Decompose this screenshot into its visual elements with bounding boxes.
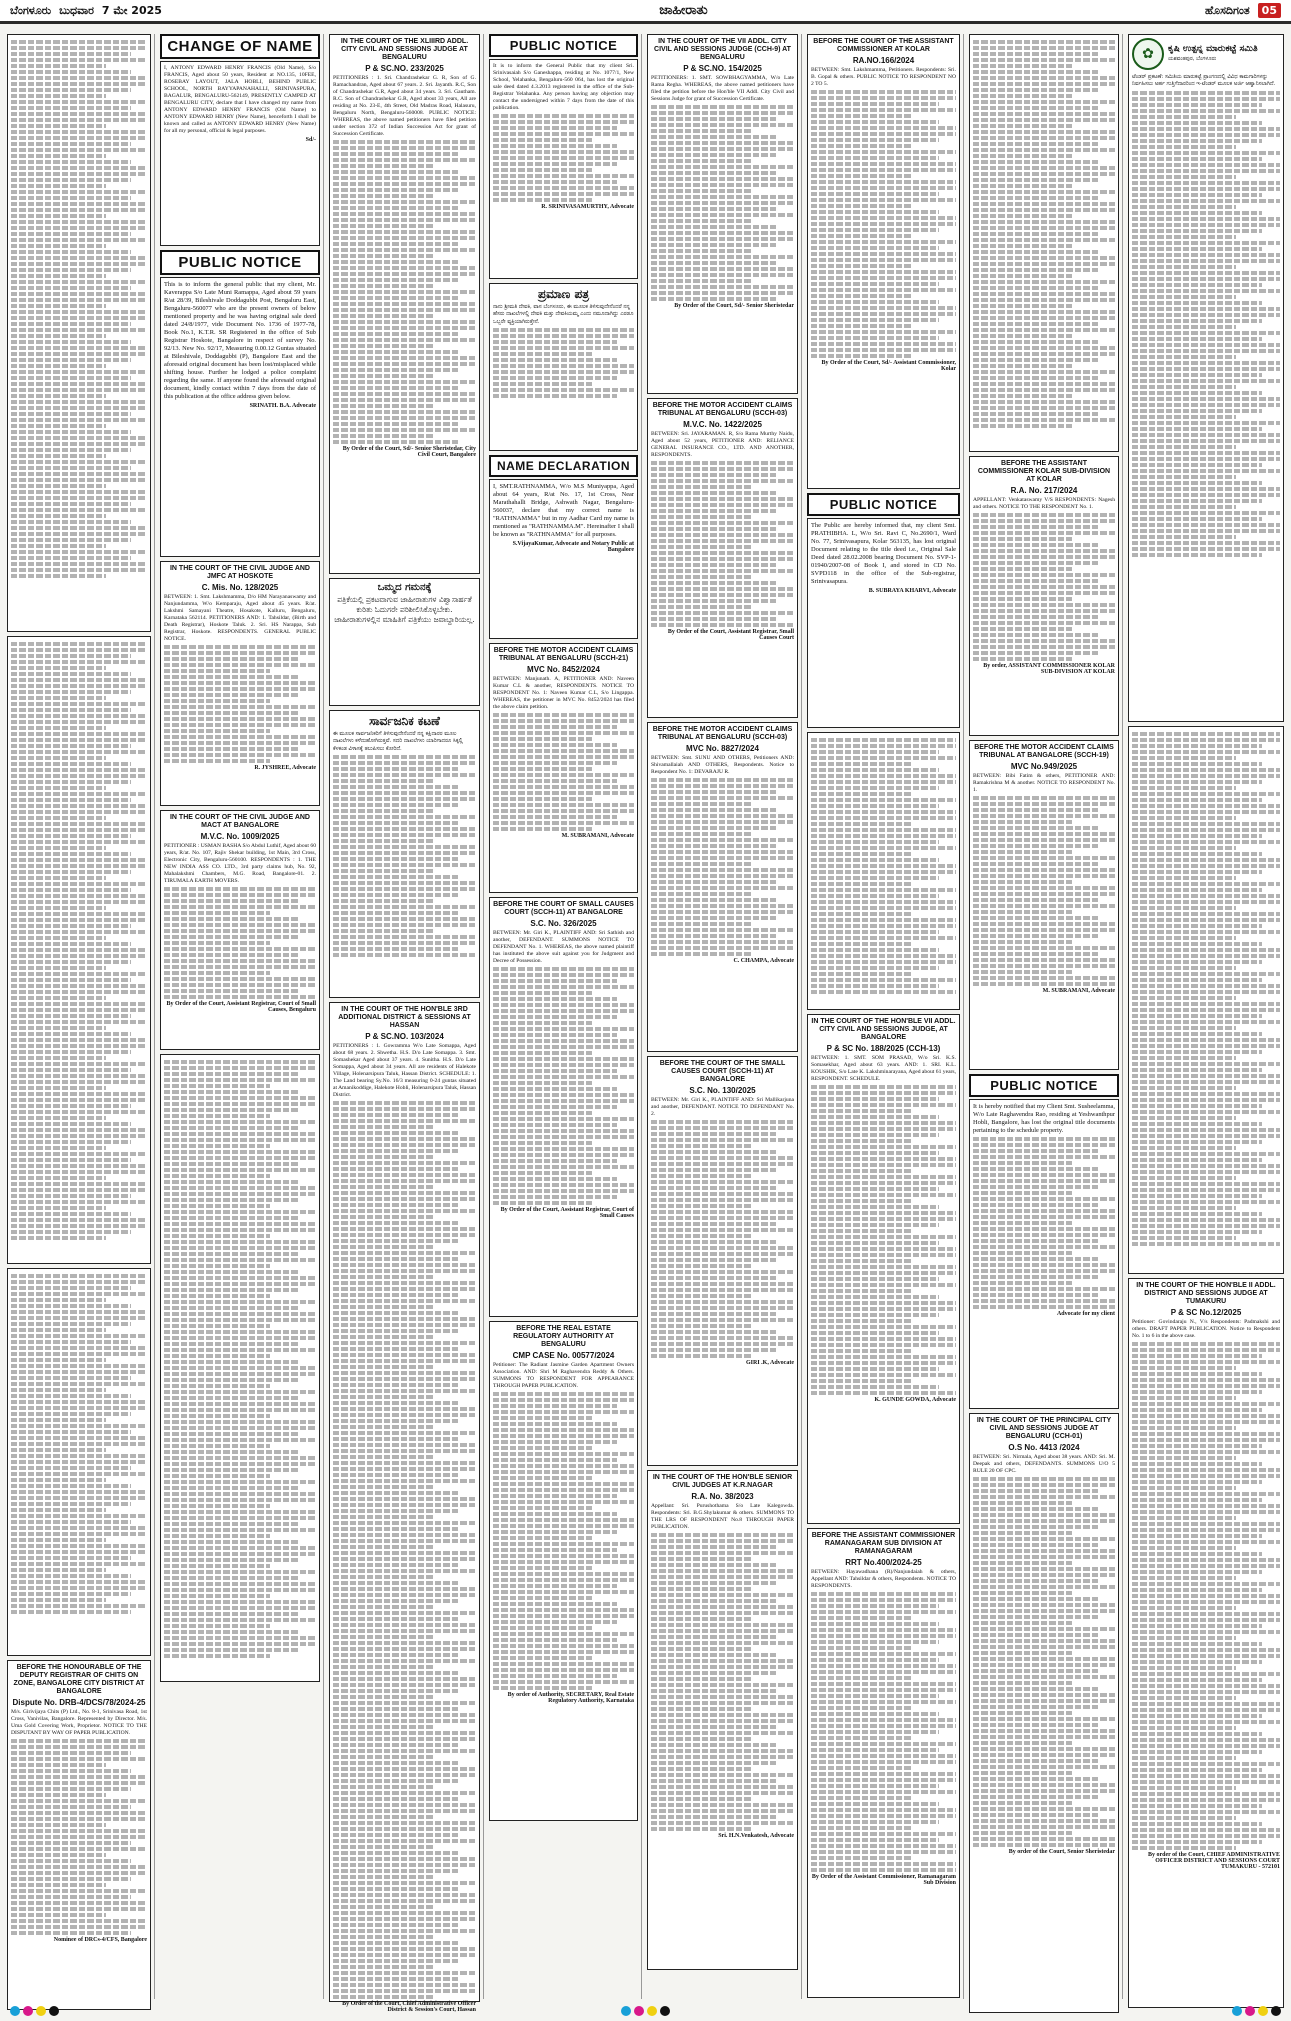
yellow-mark — [1258, 2006, 1268, 2016]
notice-number: P & SC No.12/2025 — [1170, 1308, 1242, 1318]
drc-dispute-notice — [7, 1660, 151, 2010]
notice-number: S.C. No. 130/2025 — [689, 1086, 756, 1096]
notice-title: BEFORE THE MOTOR ACCIDENT CLAIMS TRIBUNAL AT BENGALURU (SCCH-21) — [493, 647, 634, 663]
notice-number: P & SC.NO. 103/2024 — [365, 1032, 444, 1042]
notice-signature: By order of Authority, SECRETARY, Real Estate Regulatory Authority, Karnataka — [507, 1692, 634, 1705]
page-footer — [0, 2001, 1291, 2021]
notice-body: BETWEEN: Smt. SUNU AND OTHERS, Petitioners AND: Shivamallaiah AND OTHERS, Respondents. Notice to Respondent No. 1: DEVARAJU R. — [651, 755, 794, 776]
notice-body: Appellant: Sri. Purushothama S/o Late Kalegowda. Respondents: Sri. B.G.Shylakumar & others. SUMMONS TO THE LRS OF RESPONDENT No.8 THROUGH PAPER PUBLICATION. — [651, 1503, 794, 1531]
mvc-8452-notice — [489, 643, 638, 893]
notice-body: It is to inform the General Public that my client Sri. Srinivasaiah S/o Ganeshappa, residing at No. 1077/1, New School, Yelahanka, Bengaluru-560 064, has lost the original sale deed dated 4.3.2013 registered in the office of the Sub-Registrar Yelahanka. Any person having any objection may contact the undersigned within 7 days from the date of this publication. — [493, 63, 634, 111]
notice-text-lines — [493, 114, 634, 202]
magenta-mark — [634, 2006, 644, 2016]
column-3 — [326, 34, 484, 2014]
notice-title: BEFORE THE ASSISTANT COMMISSIONER RAMANAGARAM SUB DIVISION AT RAMANAGARAM — [811, 1532, 956, 1556]
notice-title: IN THE COURT OF THE PRINCIPAL CITY CIVIL AND SESSIONS JUDGE AT BENGALURU (CCH-01) — [976, 1417, 1112, 1441]
cyan-mark — [1232, 2006, 1242, 2016]
notice-body: I, ANTONY EDWARD HENRY FRANCIS (Old Name), S/o FRANCIS, Aged about 50 years, Resident at NO.135, 10FEE, ROSEBAY LAYOUT, JALA HOBLI, BEHIND PUBLIC SCHOOL, NORTH BAYYAPANAHALLI, SRINIVASPURA, BAGALUR, BENGALURU-562149, PRESENTLY CAMPED AT BENGALURU CITY, declare that I have changed my name from ANTONY EDWARD HENRY FRANCIS (Old Name) to ANTONY EDWARD HENRY (New Name), henceforth I shall be known and called as ANTONY EDWARD HENRY (New Name) for all my personal, official & legal purposes. — [164, 65, 316, 134]
black-mark — [1271, 2006, 1281, 2016]
notice-body: Petitioner: The Radiant Jasmine Garden Apartment Owners Association. AND: Shri M Raghavendra Reddy & Others. SUMMONS TO RESPONDENT FOR APPEARANCE THROUGH PAPER PUBLICATION. — [493, 1362, 634, 1390]
scno-154-notice — [647, 34, 798, 394]
black-mark — [49, 2006, 59, 2016]
public-notice-heading: PUBLIC NOTICE — [489, 34, 638, 57]
kannada-notices-block — [7, 34, 151, 632]
notice-title: BEFORE THE REAL ESTATE REGULATORY AUTHORITY AT BENGALURU — [513, 1325, 614, 1349]
notice-body: PETITIONER : USMAN BASHA S/o Abdul Luthif, Aged about 60 years, R/at. No. 107, Rajiv Shekar building, 1st Main, 3rd Cross, Electronic City, Bengaluru-560100. RESPONDENTS : 1. THE NEW INDIA ASS CO. LTD., 3rd party claims hub, No. 92, Mahalakshmi Chambers, M.G. Road, Bangalore-01. 2. TIRUMALA EARTH MOVERS. — [164, 843, 316, 885]
notice-title: IN THE COURT OF THE HON'BLE VII ADDL. CITY CIVIL AND SESSIONS JUDGE, AT BANGALORE — [811, 1018, 956, 1042]
sarvajanika-notice — [329, 710, 480, 998]
kannada-notice-column-6 — [807, 732, 960, 1010]
krishi-samithi-notice — [1128, 34, 1284, 722]
notice-number: P & SC.NO. 154/2025 — [683, 64, 762, 74]
sc-326-notice — [489, 897, 638, 1317]
cmis-notice — [160, 561, 320, 806]
name-declaration-heading: NAME DECLARATION — [489, 455, 638, 477]
kannada-notice-column-7 — [969, 34, 1119, 452]
header-right — [1205, 3, 1281, 18]
notice-body: Petitioner: Govindaraju N., V/s Respondents: Padmakshi and others. DRAFT PAPER PUBLICATION. Notice to Respondent No. 1 to 6 in the above case. — [1132, 1319, 1280, 1340]
change-of-name-heading: CHANGE OF NAME — [160, 34, 320, 59]
notice-text-lines — [651, 1120, 794, 1358]
notice-title: BEFORE THE MOTOR ACCIDENT CLAIMS TRIBUNAL AT BENGALURU (SCCH-03) — [652, 726, 793, 742]
notice-number: M.V.C. No. 1009/2025 — [200, 832, 280, 842]
notice-title: ಪ್ರಮಾಣ ಪತ್ರ — [537, 287, 590, 301]
notice-title: IN THE COURT OF THE VII ADDL. CITY CIVIL AND SESSIONS JUDGE (CCH-9) AT BENGALURU — [654, 38, 791, 62]
header-city: ಬೆಂಗಳೂರು — [10, 3, 52, 17]
notice-body: PETITIONERS: 1. SMT. SOWBHAGYAMMA, W/o Late Rama Regha. WHEREAS, the above named petitioners have filed the petition before the Hon'ble VII Addl. City Civil and Sessions Judge for grant of Succession Certificate. — [651, 75, 794, 103]
notice-text-lines — [973, 1477, 1115, 1847]
notice-title: ಸಾರ್ವಜನಿಕ ಕಟಣೆ — [369, 714, 440, 728]
kannada-court-notice — [7, 636, 151, 1264]
notice-signature: By order of the Court, CHIEF ADMINISTRATIVE OFFICER DISTRICT AND SESSIONS COURT TUMAKURU - 572101 — [1147, 1852, 1280, 1871]
name-declaration-notice — [489, 479, 638, 639]
notice-signature: By Order of the Court, Assistant Registrar, Court of Small Causes, Bengaluru — [166, 1001, 316, 1013]
notice-title: IN THE COURT OF THE HON'BLE SENIOR CIVIL JUDGES AT K.R.NAGAR — [652, 1474, 793, 1490]
notice-text-lines — [493, 713, 634, 831]
notice-number: RA.NO.166/2024 — [852, 56, 915, 66]
notice-title: BEFORE THE HONOURABLE OF THE DEPUTY REGISTRAR OF CHITS ON ZONE, BANGALORE CITY DISTRICT AT BANGALORE — [13, 1664, 145, 1696]
tumakuru-notice — [1128, 1278, 1284, 2008]
kannada-text-lines — [493, 328, 634, 398]
notice-body: ಈ ಮೂಲಕ ಸಾರ್ವಜನಿಕರಿಗೆ ತಿಳಿಸುವುದೇನೆಂದರೆ ನನ್ನ ಕಕ್ಷಿದಾರರ ಮೂಲ ದಾಖಲೆಗಳು ಕಳೆದುಹೋಗಿರುತ್ತವೆ. ಸದರಿ ದಾಖಲೆಗಳು ಯಾರಿಗಾದರೂ ಸಿಕ್ಕಲ್ಲಿ ಕೆಳಕಂಡ ವಿಳಾಸಕ್ಕೆ ತಲುಪಿಸಲು ಕೋರಿದೆ. — [333, 731, 463, 752]
cyan-mark — [621, 2006, 631, 2016]
page-number: 05 — [1258, 3, 1281, 18]
notice-signature: By order, ASSISTANT COMMISSIONER KOLAR SUB-DIVISION AT KOLAR — [983, 663, 1115, 676]
kannada-text-lines — [811, 738, 956, 994]
registration-marks-right — [1232, 2006, 1281, 2016]
kannada-text-lines — [11, 1274, 147, 1614]
pscno-233-notice — [329, 34, 480, 574]
column-4 — [486, 34, 642, 1999]
yellow-mark — [36, 2006, 46, 2016]
notice-text-lines — [651, 105, 794, 301]
public-notice-lost-sale-deed — [489, 59, 638, 279]
notice-title: BEFORE THE COURT OF SMALL CAUSES COURT (SCCH-11) AT BANGALORE — [493, 901, 634, 917]
notice-signature: Sri. H.N.Venkatesh, Advocate — [718, 1833, 794, 1840]
registration-marks-left — [10, 2006, 59, 2016]
column-8 — [1125, 34, 1287, 1999]
notice-title: BEFORE THE ASSISTANT COMMISSIONER KOLAR SUB-DIVISION AT KOLAR — [977, 460, 1111, 484]
kannada-notice-block-2 — [7, 1268, 151, 1656]
notice-number: O.S No. 4413 /2024 — [1008, 1443, 1080, 1453]
notice-title: BEFORE THE COURT OF THE ASSISTANT COMMISSIONER AT KOLAR — [813, 38, 954, 54]
kr-nagar-notice — [647, 1470, 798, 1970]
ramanagaram-notice — [807, 1528, 960, 1998]
kannada-text-lines — [973, 40, 1115, 428]
cyan-mark — [10, 2006, 20, 2016]
notice-body: ನಾನು ಶ್ರೀಮತಿ ದೇವಕಿ, ವಾಸ ಬೆಂಗಳೂರು, ಈ ಮೂಲಕ ತಿಳಿಸುವುದೇನೆಂದರೆ ನನ್ನ ಹೆಸರು ದಾಖಲೆಗಳಲ್ಲಿ ದೇವಕಿ ಮತ್ತು ದೇವಕಿಯಮ್ಮ ಎಂದು ನಮೂದಾಗಿದ್ದು ಎರಡೂ ಒಬ್ಬರೇ ವ್ಯಕ್ತಿಯಾಗಿರುತ್ತೇನೆ. — [493, 304, 634, 325]
kannada-notice-column-8 — [1128, 726, 1284, 1274]
mvc-949-notice — [969, 740, 1119, 1070]
notice-body: PETITIONERS : 1. Gowramma W/o Late Somappa, Aged about 68 years. 2. Shwetha. H.S. D/o Late Somappa. 3. Smt. Somashekar Aged about 37 years. 4. Sunitha. H.S. D/o Late Somappa, Aged about 34 years. All are residents of Halekote Village, Holenarsipura Taluk, Hassan District. SCHEDULE: 1. The Land bearing Sy.No. 16/3 measuring 0-24 guntas situated at Amanikoddige, Halekote Hobli, Holenarsipura Taluk, Hassan District. — [333, 1043, 476, 1099]
notice-number: M.V.C. No. 1422/2025 — [683, 420, 762, 430]
notice-number: P & SC.NO. 233/2025 — [365, 64, 444, 74]
samithi-logo-icon: ✿ — [1132, 38, 1164, 70]
notice-signature: By Order of the Assistant Commissioner, Ramanagaram Sub Division — [811, 1874, 956, 1887]
notice-signature: GIRI .K, Advocate — [746, 1360, 794, 1367]
public-notice-lost-document — [160, 277, 320, 557]
notice-body: BETWEEN: Smt. Lakshmamma, Petitioners. Respondents: Sri. B. Gopal & others. PUBLIC NOTICE TO RESPONDENT NO 2 TO 5. — [811, 67, 956, 88]
notice-title: BEFORE THE MOTOR ACCIDENT CLAIMS TRIBUNAL AT BANGALORE (SCCH-19) — [974, 744, 1114, 760]
notice-text-lines — [973, 1137, 1115, 1309]
osno-4413-notice — [969, 1413, 1119, 2013]
notice-signature: M. SUBRAMANI, Advocate — [561, 833, 634, 840]
column-2 — [157, 34, 324, 1999]
notice-signature: B. SUBRAYA KHARVI, Advocate — [868, 588, 956, 594]
notice-signature: R. SRINIVASAMURTHY, Advocate — [541, 203, 634, 210]
kannada-text-lines — [1132, 91, 1280, 557]
kannada-text-lines — [333, 755, 476, 957]
notice-body: It is hereby notified that my Client Smt. Susheelamma, W/o Late Raghavendra Rao, residing at Yeshwanthpur Hobli, Bangalore, has lost the original title documents pertaining to the schedule property. — [973, 1103, 1115, 1134]
notice-body: BETWEEN: Mr. Giri K., PLAINTIFF AND: Sri Sathish and another, DEFENDANT. SUMMONS NOTICE TO DEFENDANT No. 1. WHEREAS, the above named plaintiff has instituted the above suit against you for Judgment and Decree of Possession. — [493, 930, 634, 965]
notice-text-lines — [333, 140, 476, 444]
column-6 — [804, 34, 964, 1999]
notice-number: MVC No.949/2025 — [1010, 762, 1078, 772]
notice-title: IN THE COURT OF THE XLIIIRD ADDL. CITY CIVIL AND SESSIONS JUDGE AT BENGALURU — [340, 38, 469, 62]
notice-text-lines — [811, 1592, 956, 1872]
notice-number: S.C. No. 326/2025 — [530, 919, 597, 929]
notice-number: Dispute No. DRB-4/DCS/78/2024-25 — [12, 1698, 146, 1708]
header-day: ಬುಧವಾರ — [59, 3, 94, 17]
notice-text-lines — [973, 513, 1115, 661]
notice-signature: By Order of the Court, Sd/- Senior Sheristedar, City Civil Court, Bangalore — [342, 446, 476, 458]
notice-body: BETWEEN: Hayawadhana (R)/Nanjundaiah & others, Appellant AND: Tahsildar & others, Respondents. NOTICE TO RESPONDENTS. — [811, 1569, 956, 1590]
notice-text-lines — [164, 645, 316, 763]
notice-number: C. Mis. No. 128/2025 — [201, 583, 279, 593]
notice-body: BETWEEN: Sri. Nirmala, Aged about 38 years. AND: Sri. M. Deepak and others, DEFENDANTS. SUMMONS U/O 5 RULE 20 OF CPC. — [973, 1454, 1115, 1475]
notice-text-lines — [493, 967, 634, 1205]
column-7 — [966, 34, 1123, 1999]
notice-text-lines — [164, 887, 316, 999]
notice-body: APPELLANT: Venkataswamy V/S RESPONDENTS: Nagesh and others. NOTICE TO THE RESPONDENT No. 1. — [973, 497, 1115, 511]
notice-signature: By order of the Court, Senior Sheristedar — [1008, 1849, 1115, 1856]
notice-signature: Nominee of DRCs-4/CFS, Bangalore — [53, 1937, 147, 1944]
public-notice-srinivasapura — [807, 518, 960, 728]
header-left — [10, 4, 162, 18]
notice-number: RRT No.400/2024-25 — [845, 1558, 922, 1568]
notice-body: I, SMT.RATHNAMMA, W/o M.S Muniyappa, Aged about 64 years, R/at No. 17, 1st Cross, Near Marathahalli Bridge, Ashwath Nagar, Bengaluru-560037, declare that my correct name is "RATHNAMMA" but in my Aadhar Card my name is mentioned as "RATHNAMMA.M". Hereinafter I shall be known as "RATHNAMMA" for all purposes. — [493, 483, 634, 538]
black-mark — [660, 2006, 670, 2016]
notice-signature: By Order of the Court, Chief Administrative Officer District & Session's Court, Hassan — [342, 2001, 476, 2014]
notice-title: IN THE COURT OF THE CIVIL JUDGE AND JMFC AT HOSKOTE — [169, 565, 310, 581]
notice-signature: K. GUNDE GOWDA, Advocate — [874, 1397, 956, 1404]
notice-signature: SRINATH. B.A. Advocate — [249, 403, 316, 409]
notice-body: BETWEEN: Mr. Giri K., PLAINTIFF AND: Sri Mallikarjuna and another, DEFENDANT. NOTICE TO DEFENDANT No. 2. — [651, 1097, 794, 1118]
column-5 — [644, 34, 802, 1999]
notice-text-lines — [811, 1085, 956, 1395]
notice-body: BETWEEN: 1. SMT. SOM PRASAD, W/o Sri. K.S. Somasekhar, Aged about 63 years. AND: 1. SRI. K.L. KOUSHIK, S/o Late K. Lakshminarayana, Aged about 61 years, RESPONDENT. SCHEDULE. — [811, 1055, 956, 1083]
notice-signature: By Order of the Court, Assistant Registrar, Court of Small Causes — [500, 1207, 634, 1220]
notice-body: This is to inform the general public that my client, Mr. Kaverappa S/o Late Muni Ramappa, Aged about 59 years R/at 28/39, Bileshivale Doddagubbi Post, Bengaluru East, Bengaluru-560077 who are the present owners of below mentioned property and he was having original sale deed dated 24/8/1977, vide Document No. 1736 of 1977-78, Book No.1, K.T.R. SR Registered in the office of Sub Registrar Hoskote, Bangalore in respect of survey No. 92/13. New No. 92/17, Measuring 0.00.12 Guntas situated at Bileshivale, Doddagubbi (P), Bangalore East and the aforesaid original document has been lost/misplaced while shifting house. Further he lodged a police complaint regarding the same. If anyone found the aforesaid original document, kindly contact within 7 days from the date of this publication at the office address given below. — [164, 281, 316, 400]
notice-signature: By Order of the Court, Sd/- Senior Sheristedar — [674, 303, 794, 310]
notice-signature: S.VijayaKumar, Advocate and Notary Public at Bangalore — [512, 541, 634, 553]
kannada-text-lines — [1132, 732, 1280, 1246]
registration-marks-center — [621, 2006, 670, 2016]
notice-body: ಟೆಂಡರ್ ಪ್ರಕಟಣೆ: ಸಮಿತಿಯ ಮಾರುಕಟ್ಟೆ ಪ್ರಾಂಗಣದಲ್ಲಿ ವಿವಿಧ ಕಾಮಗಾರಿಗಳನ್ನು ನಿರ್ವಹಿಸಲು ಅರ್ಹ ಗುತ್ತಿಗೆದಾರರಿಂದ ಇ-ಟೆಂಡರ್ ಮೂಲಕ ಅರ್ಜಿ ಆಹ್ವಾನಿಸಲಾಗಿದೆ. — [1132, 74, 1276, 88]
notice-text-lines — [493, 1392, 634, 1690]
notice-body: BETWEEN: Bibi Fatim & others, PETITIONER AND: Ramakrishna M & another. NOTICE TO RESPONDENT No. 1. — [973, 773, 1115, 794]
kolar-ra-217-notice — [969, 456, 1119, 736]
notice-signature: C. CHAMPA, Advocate — [733, 958, 794, 965]
notice-text-lines — [333, 1101, 476, 1999]
notice-body: BETWEEN: 1. Smt. Lakshmamma, D/o HM Narayanaswamy and Nanjundamma, W/o Kemparaju, Aged about 45 years. R/at. Lakshmi Samayani Theatre, Hosakote, Kalluru, Bengaluru, Karnataka 562114. PETITIONERS AND: 1. Tahsildar, (Birth and Death Registrar), Hoskote Taluk. 2. Sri. HS Narappa, Sub Registrar, Hoskote. RESPONDENTS. GENERAL PUBLIC NOTICE. — [164, 594, 316, 642]
kannada-text-lines — [11, 40, 147, 578]
header-paper: ಹೊಸದಿಗಂತ — [1204, 3, 1250, 17]
public-notice-heading: PUBLIC NOTICE — [160, 250, 320, 275]
notice-body: BETWEEN: Sri. JAYARAMAN. R, S/o Rama Murthy Naidu, Aged about 52 years, PETITIONER AND: RELIANCE GENERAL INSURANCE CO., LTD. AND ANOTHER, RESPONDENTS. — [651, 431, 794, 459]
notice-signature: M. SUBRAMANI, Advocate — [1042, 988, 1115, 995]
notice-number: CMP CASE No. 00577/2024 — [512, 1351, 615, 1361]
header-date: 7 ಮೇ 2025 — [101, 3, 162, 17]
notice-title: IN THE COURT OF THE HON'BLE 3RD ADDITIONAL DISTRICT & SESSIONS AT HASSAN — [338, 1006, 471, 1030]
notice-number: R.A. No. 38/2023 — [691, 1492, 754, 1502]
kolar-commissioner-notice — [807, 34, 960, 489]
notice-title: IN THE COURT OF THE HON'BLE II ADDL. DISTRICT AND SESSIONS JUDGE AT TUMAKURU — [1136, 1282, 1276, 1306]
notice-text-lines — [1132, 1342, 1280, 1850]
notice-number: R.A. No. 217/2024 — [1010, 486, 1078, 496]
notice-signature: By Order of the Court, Assistant Registrar, Small Causes Court — [667, 629, 794, 642]
pscno-103-notice — [329, 1002, 480, 2014]
samithi-subtitle: ಯಶವಂತಪುರ, ಬೆಂಗಳೂರು — [1168, 56, 1217, 63]
public-notice-heading: PUBLIC NOTICE — [969, 1074, 1119, 1097]
magenta-mark — [23, 2006, 33, 2016]
notice-title: IN THE COURT OF THE CIVIL JUDGE AND MACT AT BANGALORE — [169, 814, 310, 830]
public-notice-yeshwanthpur — [969, 1099, 1119, 1409]
notice-signature: By Order of the Court, Sd/- Assistant Commissioner, Kolar — [821, 360, 956, 373]
rera-notice — [489, 1321, 638, 1821]
samithi-title-block — [1168, 44, 1258, 63]
mvc-1422-notice — [647, 398, 798, 718]
notice-text-lines — [651, 1533, 794, 1831]
notice-number: MVC No. 8452/2024 — [527, 665, 600, 675]
header-section: ಜಾಹೀರಾತು — [659, 3, 708, 18]
notice-signature: R. JYSHREE, Advocate — [254, 764, 316, 771]
page-header — [0, 0, 1291, 24]
kannada-text-lines — [11, 642, 147, 1240]
samithi-header — [1132, 38, 1280, 70]
magenta-mark — [1245, 2006, 1255, 2016]
notice-text-lines — [11, 1739, 147, 1935]
omvaru-notice — [329, 578, 480, 706]
samithi-title: ಕೃಷಿ ಉತ್ಪನ್ನ ಮಾರುಕಟ್ಟೆ ಸಮಿತಿ — [1168, 44, 1258, 55]
notice-text-lines — [651, 461, 794, 627]
yellow-mark — [647, 2006, 657, 2016]
kannada-notice-column-2 — [160, 1054, 320, 1682]
notice-body: PETITIONERS : 1. Sri. Chandrashekar G. R, Son of G. Ramachandran, Aged about 67 years. 2. Sri. Jayanth. R.C, Son of Chandrashekar G.R, Aged about 34 years. 3. Sri. Gautham. R.C. Son of Chandrashekar G.R, Aged about 33 years, All are residing at No. 23-E, 4th Street, Old Madras Road, Halasuru, Bengaluru North, Bengaluru-560008. PUBLIC NOTICE: WHEREAS, the above named petitioners have filed petition under section 372 of Indian Succession Act for grant of Succession Certificate. — [333, 75, 476, 138]
pscno-188-notice — [807, 1014, 960, 1524]
sc-130-notice — [647, 1056, 798, 1466]
change-of-name-notice — [160, 61, 320, 246]
notice-signature: Sd/- — [305, 136, 316, 143]
notice-title: BEFORE THE MOTOR ACCIDENT CLAIMS TRIBUNAL AT BENGALURU (SCCH-03) — [652, 402, 793, 418]
column-1 — [4, 34, 155, 1999]
notice-body: BETWEEN: Manjunath. A, PETITIONER AND: Naveen Kumar C.L & another, RESPONDENTS. NOTICE TO RESPONDENT No. 1: Naveen Kumar C.L, S/o Lingappa. WHEREAS, the petitioner in MVC No. 8452/2024 has filed the above claim petition. — [493, 676, 634, 711]
notice-text-lines — [811, 90, 956, 358]
kannada-text-lines — [164, 1060, 316, 1658]
notice-signature: Advocate for my client — [1056, 1311, 1115, 1317]
notice-body: ಪತ್ರಿಕೆಯಲ್ಲಿ ಪ್ರಕಟವಾಗುವ ಜಾಹೀರಾತುಗಳ ವಿಶ್ವಾಸಾರ್ಹತೆ ಕುರಿತು ಓದುಗರೇ ಪರಿಶೀಲಿಸಿಕೊಳ್ಳಬೇಕು. ಜಾಹೀರಾತುಗಳಲ್ಲಿನ ಮಾಹಿತಿಗೆ ಪತ್ರಿಕೆಯು ಜವಾಬ್ದಾರಿಯಲ್ಲ. — [334, 595, 475, 625]
notice-text-lines — [973, 796, 1115, 986]
notice-text-lines — [651, 778, 794, 956]
notice-title: ಒಮ್ಮದ ಗಮನಕ್ಕೆ — [377, 582, 432, 593]
notice-body: The Public are hereby informed that, my client Smt. PRATHIBHA. L, W/o Sri. Ravi C, No.2690/1, Ward No. 77, Srinivasapura, Kolar 563135, has lost original Document relating to the title deed i.e., Original Sale Deed dated 28.02.2008 bearing Document No. SVP-1-01940/2007-08 of Book I, and stored in CD No. SVPD118 in the office of the Sub-registrar, Srinivasapura. — [811, 522, 956, 585]
public-notice-heading: PUBLIC NOTICE — [807, 493, 960, 516]
notice-title: BEFORE THE COURT OF THE SMALL CAUSES COURT (SCCH-11) AT BANGALORE — [659, 1060, 786, 1084]
mvc-1009-notice — [160, 810, 320, 1050]
mvc-8827-notice — [647, 722, 798, 1052]
notice-number: MVC No. 8827/2024 — [686, 744, 759, 754]
notice-body: M/s. Girivijaya Chits (P) Ltd., No. 8-1, Srinivasa Road, 1st Cross, Vanivilas, Bangalore. Represented by Director. M/s. Uma Gold Covering Work, Proprietor. NOTICE TO THE DISPUTANT BY WAY OF PAPER PUBLICATION. — [11, 1709, 147, 1737]
notice-number: P & SC No. 188/2025 (CCH-13) — [826, 1044, 941, 1054]
pramana-patra-notice — [489, 283, 638, 451]
